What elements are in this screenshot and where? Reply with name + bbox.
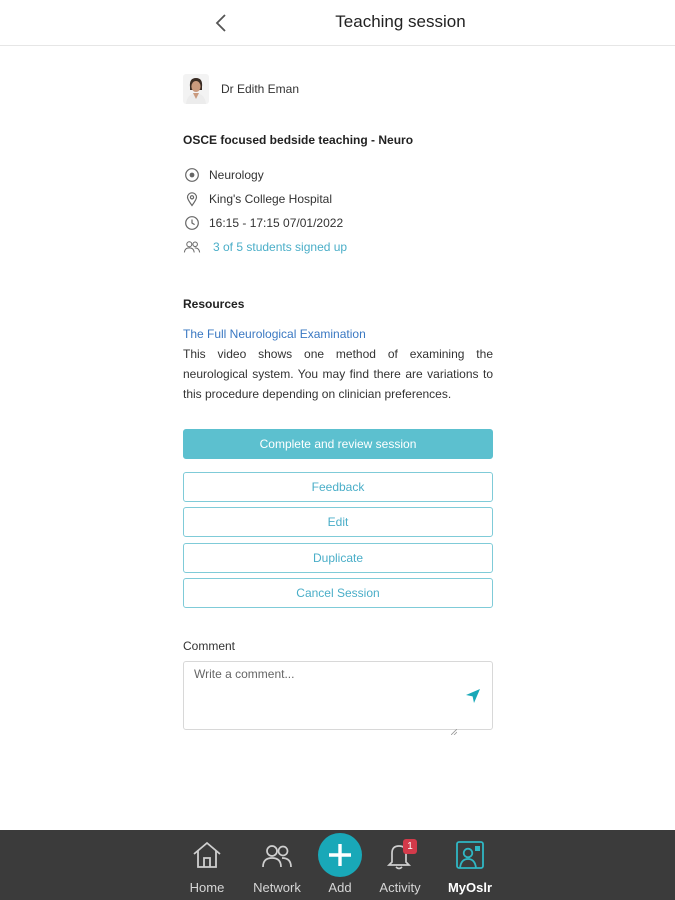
specialty-text: Neurology [209,168,264,182]
author-row[interactable] [183,74,299,104]
time-text: 16:15 - 17:15 07/01/2022 [209,216,344,230]
feedback-button[interactable]: Feedback [183,472,493,502]
avatar [183,74,209,104]
add-circle [318,833,362,877]
people-icon [183,238,201,256]
session-title: OSCE focused bedside teaching - Neuro [183,133,414,147]
duplicate-button[interactable]: Duplicate [183,543,493,573]
comment-input[interactable] [183,661,493,730]
signups-row[interactable] [183,238,347,256]
nav-home-label: Home [189,880,225,895]
send-icon[interactable] [464,687,482,705]
location-row [183,190,332,208]
location-pin-icon [183,190,201,208]
nav-network[interactable] [242,830,312,900]
resource-link[interactable]: The Full Neurological Examination [183,327,366,341]
complete-review-button[interactable]: Complete and review session [183,429,493,459]
location-text: King's College Hospital [209,192,333,206]
network-icon [260,838,294,872]
nav-myoslr[interactable] [435,830,505,900]
nav-myoslr-label: MyOslr [447,880,493,895]
comment-heading: Comment [183,639,236,653]
activity-badge: 1 [403,839,417,854]
nav-activity[interactable] [365,830,435,900]
resources-heading: Resources [183,297,245,311]
nav-activity-label: Activity [379,880,421,895]
nav-add-label: Add [328,880,352,895]
comment-placeholder: Write a comment... [194,667,295,681]
resize-handle-icon[interactable] [451,722,457,728]
plus-icon [326,841,354,869]
signups-link[interactable]: 3 of 5 students signed up [213,240,348,254]
resource-description: This video shows one method of examining the neurological system. You may find there are variations to this procedure depending on clinician preferences. [183,347,493,401]
cancel-session-button[interactable]: Cancel Session [183,578,493,608]
time-row [183,214,343,232]
nav-home[interactable] [172,830,242,900]
author-name: Dr Edith Eman [221,82,300,96]
page-title: Teaching session [335,12,466,31]
home-icon [190,838,224,872]
specialty-row [183,166,264,184]
bottom-nav [0,830,675,900]
nav-network-label: Network [253,880,301,895]
header-bar [0,0,675,46]
target-icon [183,166,201,184]
profile-card-icon [453,838,487,872]
edit-button[interactable]: Edit [183,507,493,537]
clock-icon [183,214,201,232]
